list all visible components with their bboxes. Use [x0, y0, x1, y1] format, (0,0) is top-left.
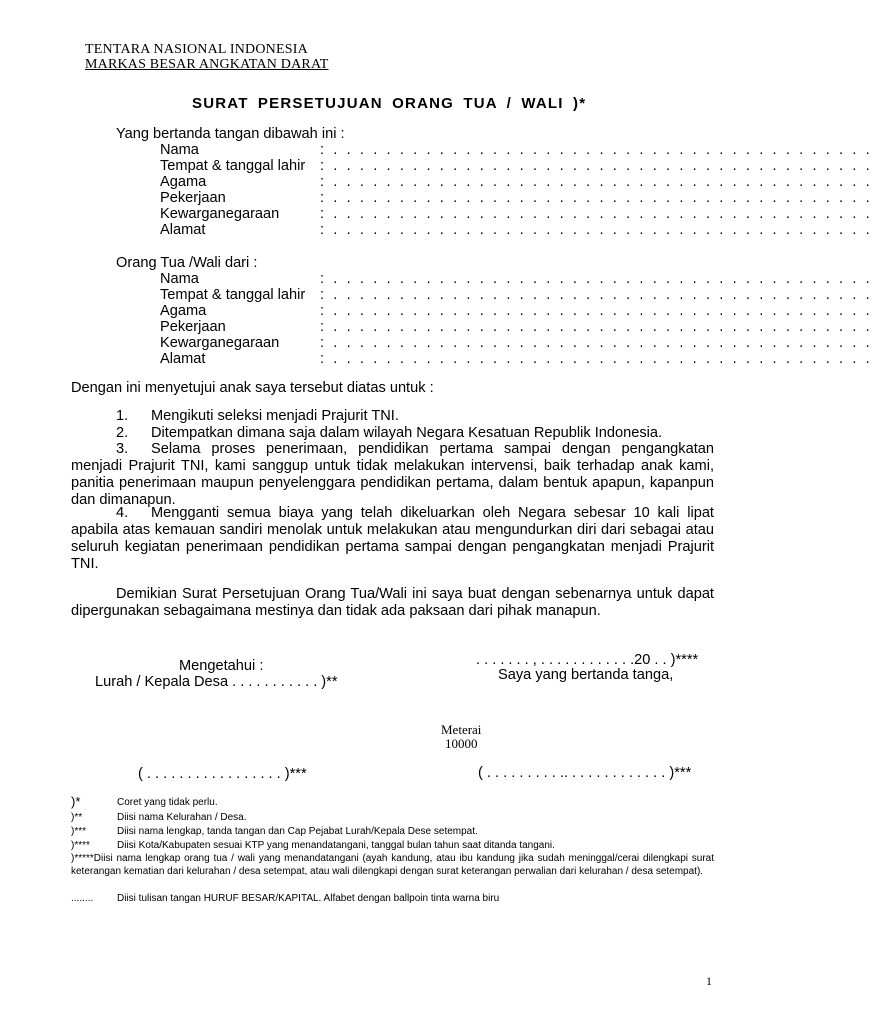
field-label: Nama: [160, 142, 199, 158]
parent-name-line: ( . . . . . . . . . .. . . . . . . . . . . . . )***: [478, 765, 692, 781]
agreement-item: [71, 505, 714, 573]
document-title: SURAT PERSETUJUAN ORANG TUA / WALI )*: [192, 95, 587, 112]
stamp-value: 10000: [445, 736, 478, 751]
village-head-label: Lurah / Kepala Desa . . . . . . . . . . . )**: [95, 674, 338, 690]
institution-unit: MARKAS BESAR ANGKATAN DARAT: [85, 57, 329, 72]
field-value: : . . . . . . . . . . . . . . . . . . . . . . . . . . . . . . . . . . . . . . . . .: [320, 319, 872, 335]
footnote-mark: )****: [71, 840, 90, 851]
field-value: : . . . . . . . . . . . . . . . . . . . . . . . . . . . . . . . . . . . . . . . . .: [320, 206, 872, 222]
footnote-long: )*****Diisi nama lengkap orang tua / wali yang menandatangani (ayah kandung, atau ibu kandung jika sudah meninggal/cerai dilengkapi surat keterangan kematian dari kelurahan / desa setempat, atau wali dilengkapi dengan surat keterangan perwalian dari kelurahan / desa setempat).: [71, 853, 714, 877]
item-text: Ditempatkan dimana saja dalam wilayah Negara Kesatuan Republik Indonesia.: [151, 425, 663, 441]
footnote-mark: )*: [71, 794, 81, 809]
item-number: 4.: [116, 505, 129, 521]
field-value: : . . . . . . . . . . . . . . . . . . . . . . . . . . . . . . . . . . . . . . . . .: [320, 142, 872, 158]
agreement-intro: Dengan ini menyetujui anak saya tersebut diatas untuk :: [71, 380, 434, 396]
acknowledged-label: Mengetahui :: [179, 658, 264, 674]
item-text: Mengikuti seleksi menjadi Prajurit TNI.: [151, 408, 399, 424]
signer-label: Saya yang bertanda tanga,: [498, 667, 674, 683]
item-text: Selama proses penerimaan, pendidikan pertama sampai dengan pengangkatan menjadi Prajurit TNI, kami sanggup untuk tidak melakukan intervensi, baik terhadap anak kami, panitia penerimaan maupun penyelenggara pendidikan pertama, dalam bentuk apapun, kapanpun dan dimanapun.: [71, 441, 714, 508]
place-date-line: . . . . . . . , . . . . . . . . . . . .20 . . )****: [476, 652, 699, 668]
village-head-name-line: ( . . . . . . . . . . . . . . . . . )***: [138, 766, 307, 782]
footnote-text: Coret yang tidak perlu.: [117, 797, 218, 808]
field-label: Kewarganegaraan: [160, 206, 280, 222]
field-label: Nama: [160, 271, 199, 287]
field-value: : . . . . . . . . . . . . . . . . . . . . . . . . . . . . . . . . . . . . . . . . .: [320, 158, 872, 174]
field-label: Tempat & tanggal lahir: [160, 158, 306, 174]
field-label: Alamat: [160, 351, 206, 367]
field-value: : . . . . . . . . . . . . . . . . . . . . . . . . . . . . . . . . . . . . . . . . .: [320, 271, 872, 287]
footnote-text: Diisi tulisan tangan HURUF BESAR/KAPITAL. Alfabet dengan ballpoin tinta warna biru: [117, 893, 500, 904]
footnote-text: Diisi Kota/Kabupaten sesuai KTP yang menandatangani, tanggal bulan tahun saat ditanda tangani.: [117, 840, 555, 851]
field-label: Pekerjaan: [160, 319, 226, 335]
field-label: Pekerjaan: [160, 190, 226, 206]
field-label: Agama: [160, 174, 207, 190]
signer-intro: Yang bertanda tangan dibawah ini :: [116, 126, 345, 142]
field-label: Kewarganegaraan: [160, 335, 280, 351]
footnote-mark: )***: [71, 826, 87, 837]
field-value: : . . . . . . . . . . . . . . . . . . . . . . . . . . . . . . . . . . . . . . . . .: [320, 174, 872, 190]
field-label: Agama: [160, 303, 207, 319]
field-value: : . . . . . . . . . . . . . . . . . . . . . . . . . . . . . . . . . . . . . . . . .: [320, 287, 872, 303]
page-number: 1: [706, 974, 712, 988]
field-value: : . . . . . . . . . . . . . . . . . . . . . . . . . . . . . . . . . . . . . . . . .: [320, 222, 872, 238]
field-value: : . . . . . . . . . . . . . . . . . . . . . . . . . . . . . . . . . . . . . . . . .: [320, 303, 872, 319]
footnote-mark: )**: [71, 812, 83, 823]
stamp-label: Meterai: [441, 722, 482, 737]
ward-intro: Orang Tua /Wali dari :: [116, 255, 258, 271]
closing-paragraph: [71, 586, 714, 620]
field-label: Tempat & tanggal lahir: [160, 287, 306, 303]
field-label: Alamat: [160, 222, 206, 238]
field-value: : . . . . . . . . . . . . . . . . . . . . . . . . . . . . . . . . . . . . . . . . .: [320, 335, 872, 351]
field-value: : . . . . . . . . . . . . . . . . . . . . . . . . . . . . . . . . . . . . . . . . .: [320, 351, 872, 367]
item-number: 1.: [116, 408, 129, 424]
field-value: : . . . . . . . . . . . . . . . . . . . . . . . . . . . . . . . . . . . . . . . . .: [320, 190, 872, 206]
item-text: Mengganti semua biaya yang telah dikeluarkan oleh Negara sebesar 10 kali lipat apabila atas kemauan sandiri menolak untuk melakukan atau mengundurkan diri dari sebagai atau seluruh kegiatan penerimaan pendidikan pertama sampai dengan pengangkatan menjadi Prajurit TNI.: [71, 505, 714, 572]
footnote-mark: ........: [71, 893, 94, 904]
closing-text: Demikian Surat Persetujuan Orang Tua/Wali ini saya buat dengan sebenarnya untuk dapat dipergunakan sebagaimana mestinya dan tidak ada paksaan dari pihak manapun.: [71, 586, 714, 619]
footnote-text: Diisi nama lengkap, tanda tangan dan Cap Pejabat Lurah/Kepala Dese setempat.: [117, 826, 478, 837]
footnote-text: Diisi nama Kelurahan / Desa.: [117, 812, 247, 823]
item-number: 3.: [116, 441, 129, 457]
agreement-item: [71, 441, 714, 509]
item-number: 2.: [116, 425, 129, 441]
institution-name: TENTARA NASIONAL INDONESIA: [85, 42, 308, 57]
